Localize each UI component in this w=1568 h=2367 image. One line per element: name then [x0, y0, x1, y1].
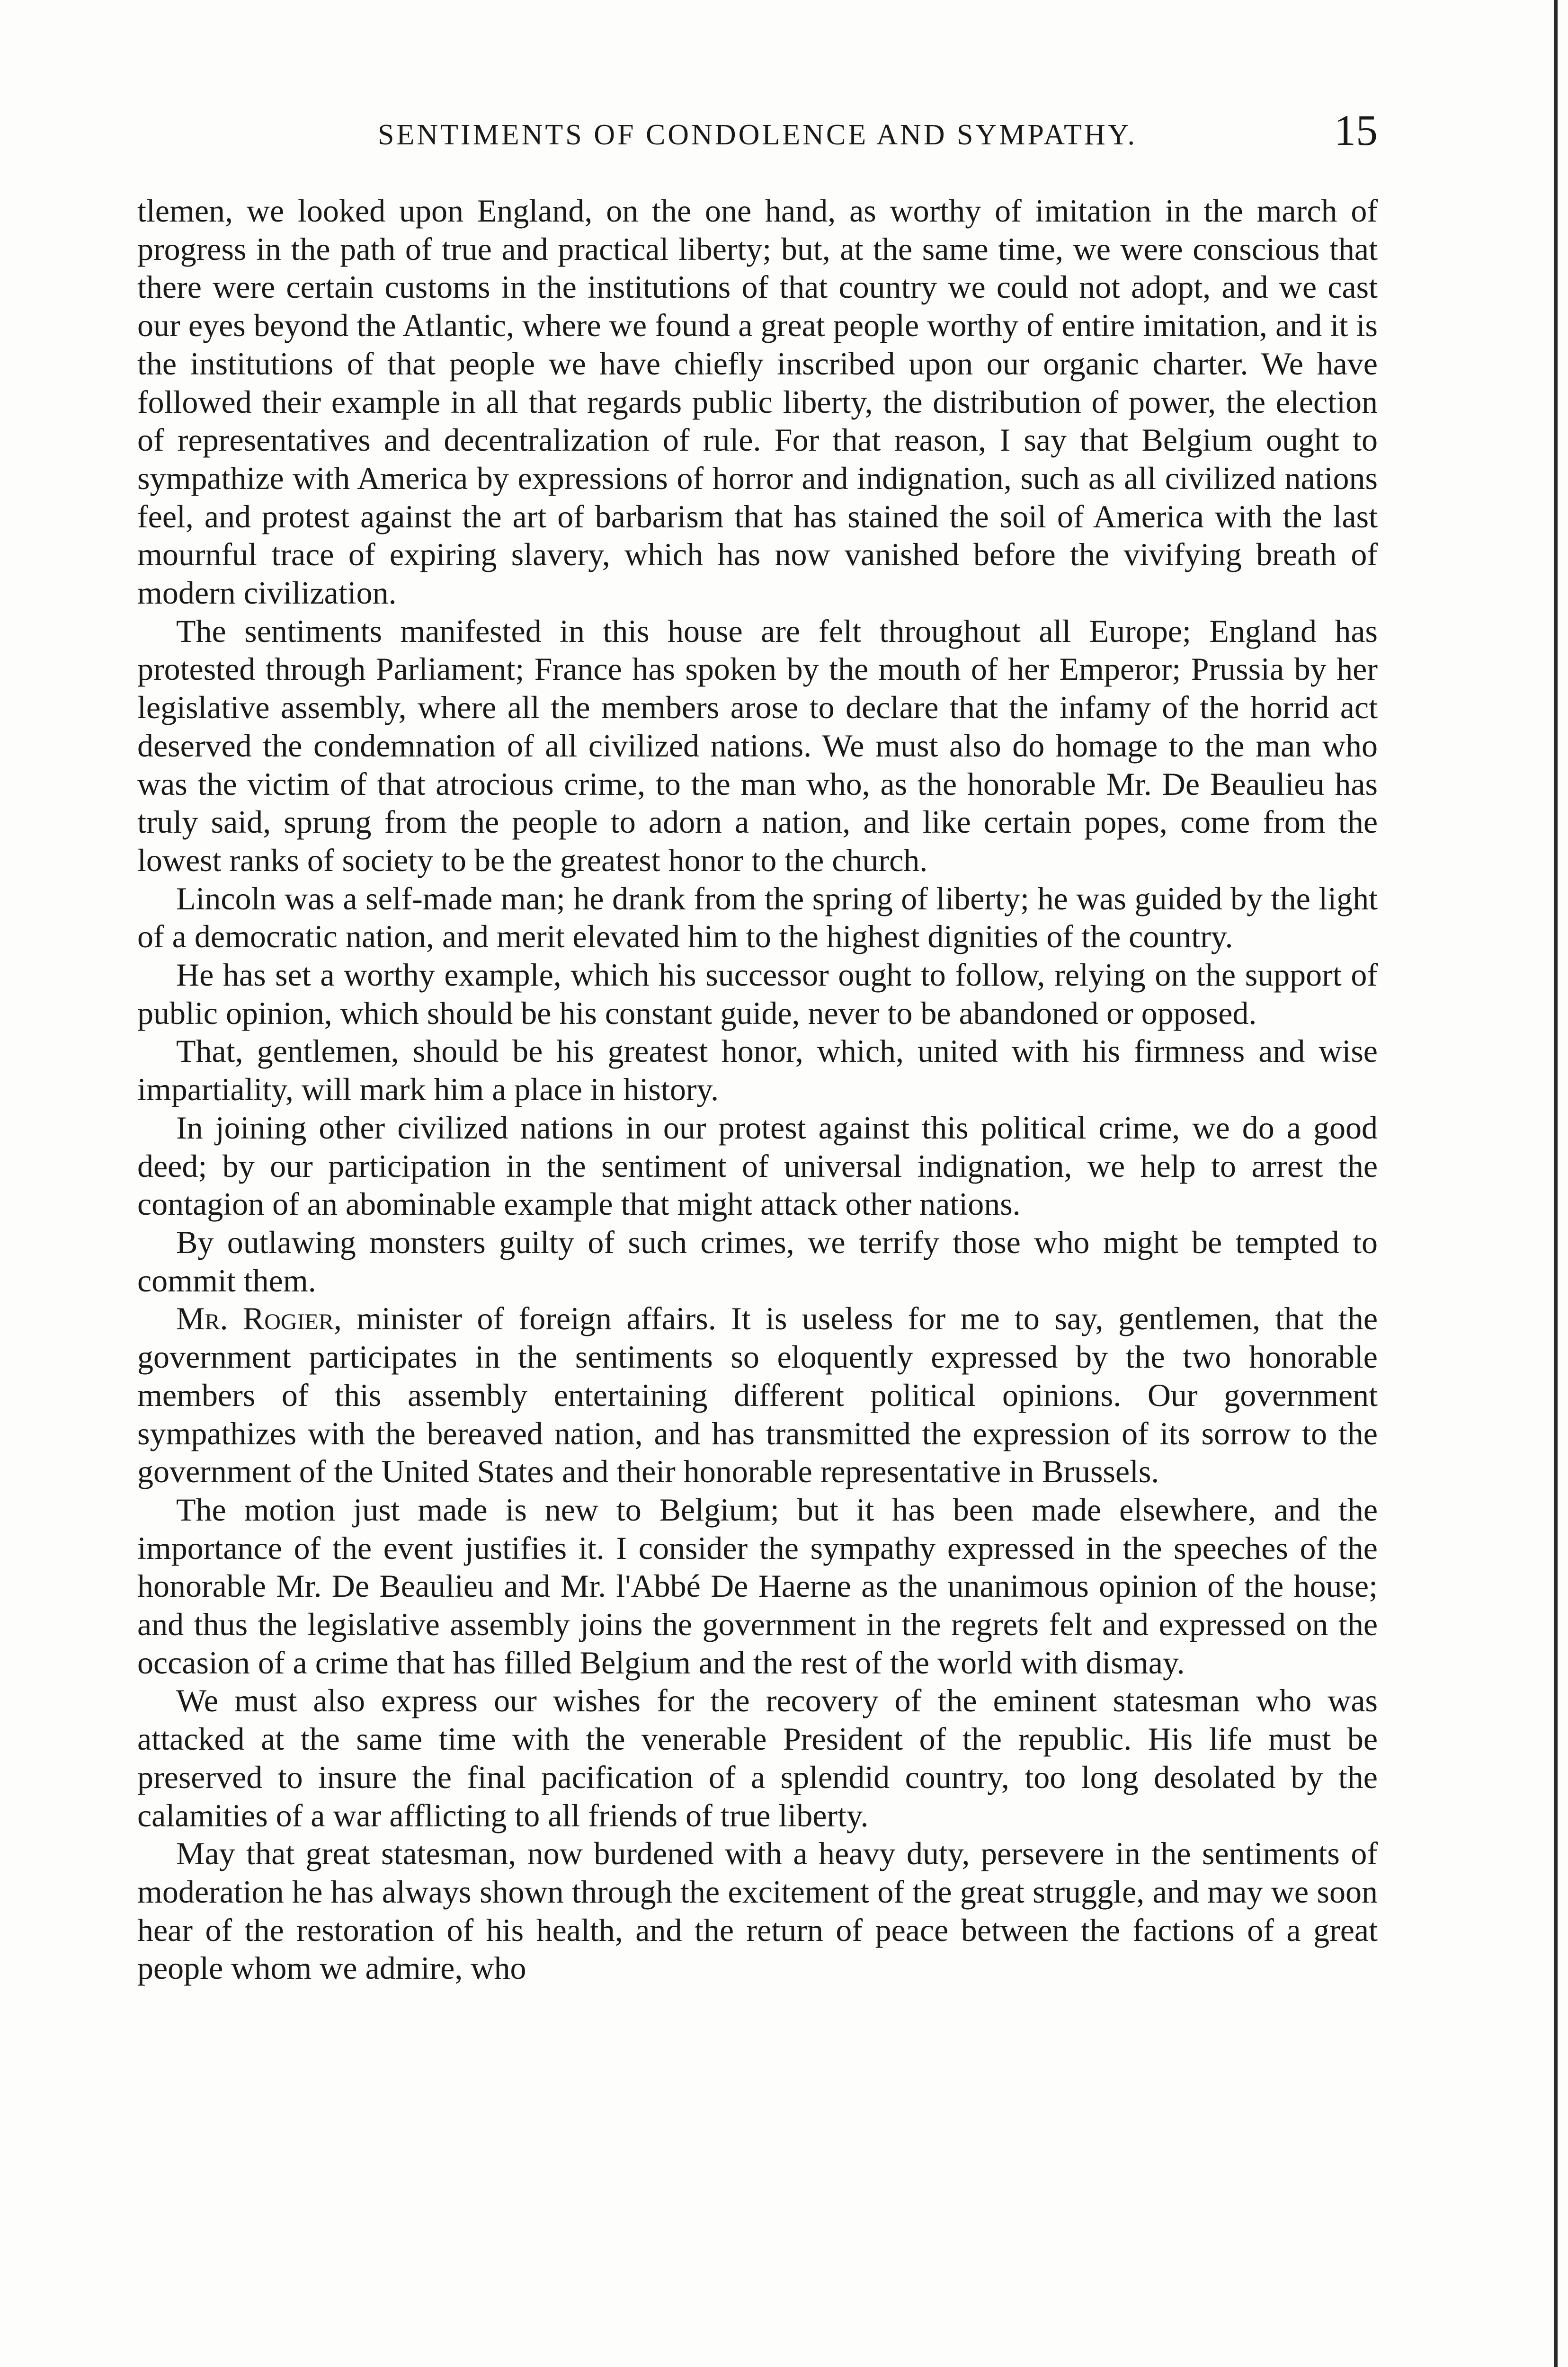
- speaker-name: Mr. Rogier,: [176, 1300, 342, 1337]
- body-text: [137, 192, 1378, 1987]
- paragraph: By outlawing monsters guilty of such crimes, we terrify those who might be tempted to commit them.: [137, 1224, 1378, 1299]
- paragraph: We must also express our wishes for the recovery of the eminent statesman who was attacked at the same time with the venerable President of the republic. His life must be preserved to insure the final pacification of a splendid country, too long desolated by the calamities of a war afflicting to all friends of true liberty.: [137, 1682, 1378, 1833]
- paragraph: May that great statesman, now burdened with a heavy duty, persevere in the sentiments of moderation he has always shown through the excitement of the great struggle, and may we soon hear of the restoration of his health, and the return of peace between the factions of a great people whom we admire, who: [137, 1835, 1378, 1986]
- paragraph: That, gentlemen, should be his greatest honor, which, united with his firmness and wise impartiality, will mark him a place in history.: [137, 1033, 1378, 1108]
- paragraph: tlemen, we looked upon England, on the one hand, as worthy of imitation in the march of progress in the path of true and practical liberty; but, at the same time, we were conscious that there were certain customs in the institutions of that country we could not adopt, and we cast our eyes beyond the Atlantic, where we found a great people worthy of entire imitation, and it is the institutions of that people we have chiefly inscribed upon our organic charter. We have followed their example in all that regards public liberty, the distribution of power, the election of representatives and decentralization of rule. For that reason, I say that Belgium ought to sympathize with America by expressions of horror and indignation, such as all civilized nations feel, and protest against the art of barbarism that has stained the soil of America with the last mournful trace of expiring slavery, which has now vanished before the vivifying breath of modern civilization.: [137, 193, 1378, 611]
- page-number: 15: [1334, 106, 1378, 154]
- page-edge-shadow: [1554, 0, 1558, 2367]
- paragraph: In joining other civilized nations in our protest against this political crime, we do a good deed; by our participation in the sentiment of universal indignation, we help to arrest the contagion of an abominable example that might attack other nations.: [137, 1109, 1378, 1222]
- paragraph: [137, 1299, 1378, 1491]
- page-header: [137, 105, 1378, 162]
- paragraph: The motion just made is new to Belgium; but it has been made elsewhere, and the importance of the event justifies it. I consider the sympathy expressed in the speeches of the honorable Mr. De Beaulieu and Mr. l'Abbé De Haerne as the unanimous opinion of the house; and thus the legislative assembly joins the government in the regrets felt and expressed on the occasion of a crime that has filled Belgium and the rest of the world with dismay.: [137, 1491, 1378, 1681]
- paragraph: Lincoln was a self-made man; he drank from the spring of liberty; he was guided by the light of a democratic nation, and merit elevated him to the highest dignities of the country.: [137, 880, 1378, 955]
- paragraph-text: minister of foreign affairs. It is useless for me to say, gentlemen, that the government participates in the sentiments so eloquently expressed by the two honorable members of this assembly entertaining different political opinions. Our government sympathizes with the bereaved nation, and has transmitted the expression of its sorrow to the government of the United States and their honorable representative in Brussels.: [137, 1300, 1378, 1490]
- running-head: SENTIMENTS OF CONDOLENCE AND SYMPATHY.: [377, 119, 1138, 151]
- paragraph: The sentiments manifested in this house are felt throughout all Europe; England has protested through Parliament; France has spoken by the mouth of her Emperor; Prussia by her legislative assembly, where all the members arose to declare that the infamy of the horrid act deserved the condemnation of all civilized nations. We must also do homage to the man who was the victim of that atrocious crime, to the man who, as the honorable Mr. De Beaulieu has truly said, sprung from the people to adorn a nation, and like certain popes, come from the lowest ranks of society to be the greatest honor to the church.: [137, 613, 1378, 878]
- paragraph: He has set a worthy example, which his successor ought to follow, relying on the support of public opinion, which should be his constant guide, never to be abandoned or opposed.: [137, 957, 1378, 1031]
